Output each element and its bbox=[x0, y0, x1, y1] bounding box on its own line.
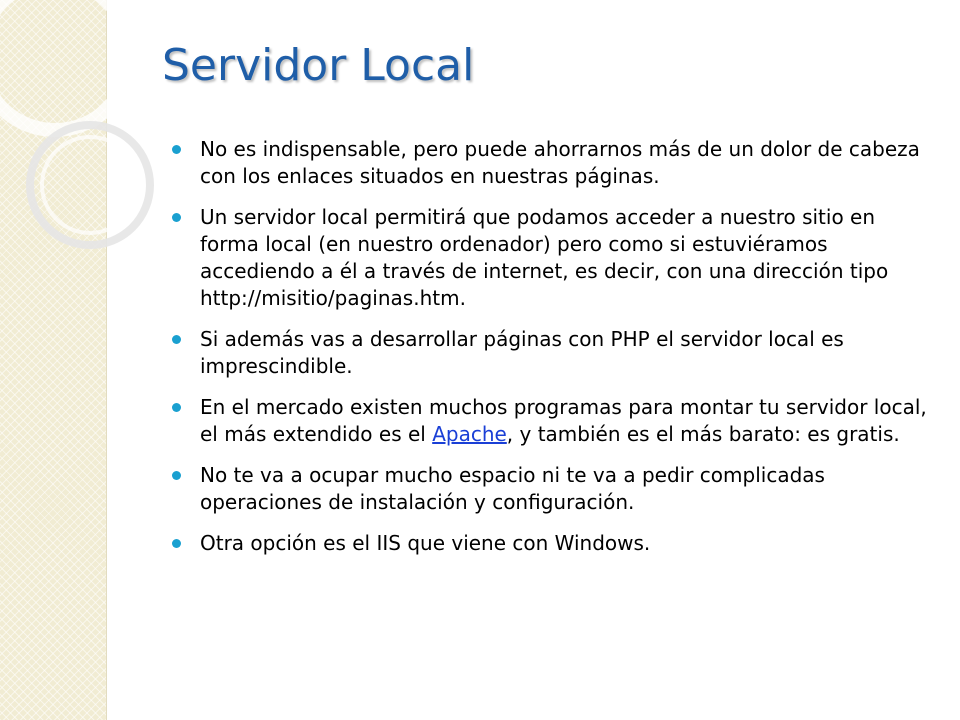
bullet-icon bbox=[172, 403, 181, 412]
bullet-text: No es indispensable, pero puede ahorrarnos más de un dolor de cabeza con los enlaces situados en nuestras páginas. bbox=[200, 137, 920, 188]
decorative-circles bbox=[0, 0, 160, 300]
bullet-icon bbox=[172, 145, 181, 154]
bullet-icon bbox=[172, 213, 181, 222]
apache-link[interactable]: Apache bbox=[432, 422, 507, 446]
bullet-icon bbox=[172, 471, 181, 480]
bullet-item bbox=[170, 462, 930, 516]
bullet-icon bbox=[172, 539, 181, 548]
bullet-icon bbox=[172, 335, 181, 344]
bullet-text: Otra opción es el IIS que viene con Windows. bbox=[200, 531, 651, 555]
bullet-text: Un servidor local permitirá que podamos acceder a nuestro sitio en forma local (en nuestro ordenador) pero como si estuviéramos accediendo a él a través de internet, es decir, con una dirección tipo http://misitio/paginas.htm. bbox=[200, 205, 889, 310]
bullet-item bbox=[170, 394, 930, 448]
bullet-list bbox=[170, 136, 930, 571]
slide-title: Servidor Local bbox=[162, 40, 475, 91]
bullet-text: No te va a ocupar mucho espacio ni te va a pedir complicadas operaciones de instalación y configuración. bbox=[200, 463, 825, 514]
bullet-item bbox=[170, 136, 930, 190]
bullet-item bbox=[170, 204, 930, 312]
bullet-item bbox=[170, 530, 930, 557]
bullet-text-before-link: En el mercado existen muchos programas para montar tu servidor local, el más extendido es el bbox=[200, 395, 927, 446]
bullet-item bbox=[170, 326, 930, 380]
bullet-text-after-link: , y también es el más barato: es gratis. bbox=[506, 422, 900, 446]
bullet-text: Si además vas a desarrollar páginas con PHP el servidor local es imprescindible. bbox=[200, 327, 844, 378]
